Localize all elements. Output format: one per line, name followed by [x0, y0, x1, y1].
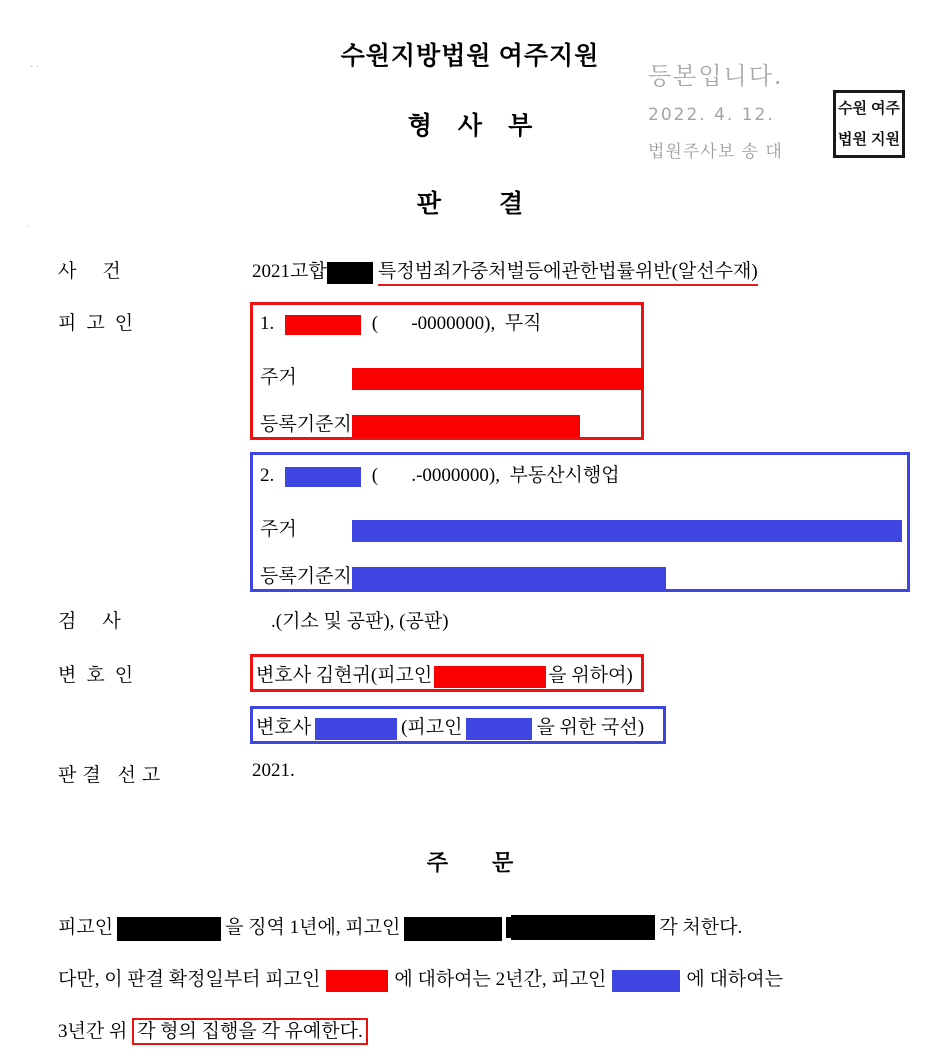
redaction-red-defendant-1-name [285, 315, 361, 335]
redaction-blue-attorney-2-name [315, 718, 397, 740]
order-line-3-a: 3년간 위 [58, 1021, 128, 1042]
defendant-1-id-suffix: -0000000 [411, 313, 485, 334]
order-line-2-a: 다만, 이 판결 확정일부터 피고인 [58, 969, 321, 990]
redaction-black-case-number [327, 262, 373, 284]
judgment-date-label: 판결 선고 [58, 765, 167, 786]
scan-artifact-mark: . . [30, 56, 39, 70]
order-line-1-d: 각 처한다. [659, 917, 743, 938]
order-line-1-b: 을 징역 1년에, 피고인 [225, 917, 401, 938]
defendant-1-address [260, 362, 644, 390]
attorney-2-mid: (피고인 [401, 717, 463, 738]
defendant-2-identity [260, 460, 620, 487]
redaction-black-order-defendant-2 [404, 917, 502, 941]
defendant-2-address-label: 주거 [260, 519, 297, 540]
redaction-blue-defendant-2-registry [352, 567, 666, 589]
order-line-3-b-highlight: 각 형의 집행을 각 유예한다. [132, 1018, 368, 1045]
department-title: 형사부 [407, 113, 559, 140]
redaction-blue-attorney-2-client [466, 718, 532, 740]
defendant-1-registry [260, 409, 580, 437]
prosecutor-label: 검사 [58, 611, 147, 632]
redaction-blue-order-defendant-2 [612, 970, 680, 992]
defendant-2-registry [260, 561, 666, 589]
redaction-red-defendant-1-registry [352, 415, 580, 437]
order-line-2-b: 에 대하여는 2년간, 피고인 [394, 969, 607, 990]
order-line-2-c: 에 대하여는 [686, 969, 783, 990]
certification-officer: 법원주사보 송 대 [648, 142, 783, 162]
attorney-1-line [256, 660, 633, 688]
defendant-2-occupation: 부동산시행업 [509, 465, 620, 486]
defendant-1-registry-label: 등록기준지 [260, 414, 352, 435]
defendant-1-address-label: 주거 [260, 367, 297, 388]
prosecutor-value [252, 606, 449, 633]
defendant-2-registry-label: 등록기준지 [260, 566, 352, 587]
redaction-faint-prosecutor [252, 611, 271, 632]
redaction-black-order-defendant-1 [117, 917, 221, 941]
redaction-blue-defendant-2-name [285, 467, 361, 487]
seal-char-3: 법원 [838, 130, 867, 148]
case-label: 사건 [58, 261, 147, 282]
scan-artifact-mark-2: . [26, 216, 29, 230]
court-title: 수원지방법원 여주지원 [340, 43, 600, 70]
case-name: 특정범죄가중처벌등에관한법률위반(알선수재) [378, 256, 758, 286]
seal-char-4: 지원 [871, 130, 900, 148]
defendant-2-address [260, 514, 902, 542]
attorney-2-line [256, 712, 644, 740]
attorney-label: 변호인 [58, 665, 144, 686]
defendant-1-index: 1. [260, 313, 275, 334]
case-number [252, 256, 373, 284]
certification-date: 2022. 4. 12. [648, 105, 775, 125]
redaction-red-order-defendant-1 [326, 970, 388, 992]
attorney-2-head: 변호사 [256, 717, 312, 738]
case-number-prefix: 2021고합 [252, 261, 327, 282]
seal-char-1: 수원 [838, 99, 867, 117]
order-section-title: 주문 [426, 850, 558, 875]
defendant-1-identity [260, 308, 541, 335]
defendant-2-id-suffix: .-0000000 [411, 465, 489, 486]
defendant-1-occupation: 무직 [504, 313, 542, 334]
judgment-date-value: 2021. [252, 760, 295, 781]
order-line-3 [58, 1016, 368, 1043]
order-line-1-a: 피고인 [58, 917, 114, 938]
attorney-1-tail: 을 위하여) [548, 665, 633, 686]
attorney-2-tail: 을 위한 국선) [536, 717, 645, 738]
defendant-2-index: 2. [260, 465, 275, 486]
prosecutor-value-text: .(기소 및 공판), (공판) [271, 611, 449, 632]
document-type-title: 판결 [416, 191, 582, 218]
order-line-1-c-visible: 을 징역 1년 6월에 [511, 917, 655, 938]
defendant-1-id: ( -0000000), 무직 [371, 313, 542, 334]
attorney-1-name: 변호사 김현귀(피고인 [256, 665, 433, 686]
court-seal-icon [833, 90, 905, 158]
order-line-2 [58, 964, 783, 992]
defendant-2-id: ( .-0000000), 부동산시행업 [371, 465, 620, 486]
certification-label: 등본입니다. [648, 62, 784, 90]
redaction-red-attorney-1-client [434, 666, 546, 688]
seal-char-2: 여주 [871, 99, 900, 117]
order-line-1 [58, 912, 742, 941]
defendant-label: 피고인 [58, 313, 144, 334]
redaction-red-defendant-1-address [352, 368, 644, 390]
redaction-blue-defendant-2-address [352, 520, 902, 542]
